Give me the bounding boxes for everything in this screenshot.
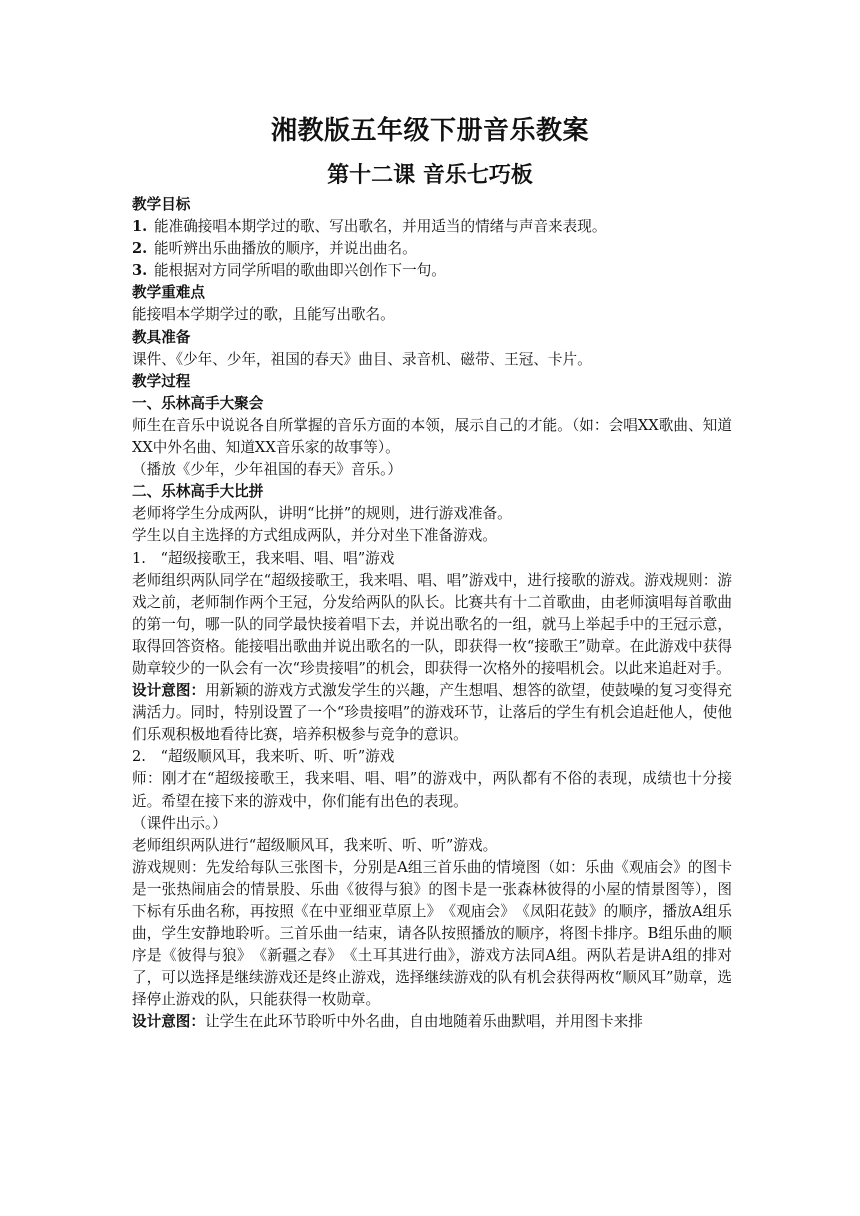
design-intent-2: [132, 1011, 732, 1033]
section2-paragraph: 学生以自主选择的方式组成两队，并分对坐下准备游戏。: [132, 527, 497, 545]
document-body: [132, 194, 732, 1034]
tools-heading: 教具准备: [132, 328, 191, 346]
goal-text: 能听辨出乐曲播放的顺序，并说出曲名。: [154, 240, 417, 258]
design-intent-text: 让学生在此环节聆听中外名曲，自由地随着乐曲默唱，并用图卡来排: [204, 1013, 643, 1031]
goal-text: 能准确接唱本期学过的歌、写出歌名，并用适当的情绪与声音来表现。: [154, 218, 607, 236]
key-points-heading: 教学重难点: [132, 284, 205, 302]
design-intent-text: 用新颖的游戏方式激发学生的兴趣，产生想唱、想答的欲望，使鼓噪的复习变得充满活力。同时，特别设置了一个“珍贵接唱”的游戏环节，让落后的学生有机会追赶他人，使他们乐观积极地看待比赛，培养积极参与竞争的意识。: [132, 682, 732, 744]
section1-heading: 一、乐林高手大聚会: [132, 394, 264, 412]
design-intent-1: [132, 680, 732, 746]
section1-paragraph: 师生在音乐中说说各自所掌握的音乐方面的本领，展示自己的才能。（如：会唱XX歌曲、知道XX中外名曲、知道XX音乐家的故事等）。: [132, 416, 732, 457]
tools-text: 课件、《少年、少年，祖国的春天》曲目、录音机、磁带、王冠、卡片。: [132, 350, 592, 368]
goal-number: 1.: [132, 218, 148, 236]
goal-number: 2.: [132, 240, 148, 258]
goal-item: [132, 260, 732, 282]
design-intent-label: 设计意图：: [132, 1013, 205, 1031]
section2-paragraph: 老师将学生分成两队，讲明“比拼”的规则，进行游戏准备。: [132, 505, 512, 523]
key-points-text: 能接唱本学期学过的歌，且能写出歌名。: [132, 306, 395, 324]
goal-item: [132, 238, 732, 260]
game1-rules: 老师组织两队同学在“超级接歌王，我来唱、唱、唱”游戏中，进行接歌的游戏。游戏规则：游戏之前，老师制作两个王冠，分发给两队的队长。比赛共有十二首歌曲，由老师演唱每首歌曲的第一句，哪一队的同学最快接着唱下去，并说出歌名的一组，就马上举起手中的王冠示意，取得回答资格。能接唱出歌曲并说出歌名的一队，即获得一枚“接歌王”勋章。在此游戏中获得勋章较少的一队会有一次“珍贵接唱”的机会，即获得一次格外的接唱机会。以此来追赶对手。: [132, 571, 732, 677]
game2-organize: 老师组织两队进行“超级顺风耳，我来听、听、听”游戏。: [132, 836, 498, 854]
design-intent-label: 设计意图：: [132, 682, 206, 700]
document-title: 湘教版五年级下册音乐教案: [270, 116, 589, 146]
game2-rules: 游戏规则：先发给每队三张图卡，分别是A组三首乐曲的情境图（如：乐曲《观庙会》的图卡是一张热闹庙会的情景股、乐曲《彼得与狼》的图卡是一张森林彼得的小屋的情景图等），图下标有乐曲名称，再按照《在中亚细亚草原上》 《观庙会》 《凤阳花鼓》的顺序，播放A组乐曲，学生安静地聆听。三首乐曲一结束，请各队按照播放的顺序，将图卡排序。B组乐曲的顺序是《彼得与狼》 《新疆之春》 《土耳其进行曲》，游戏方法同A组。两队若是讲A组的排对了，可以选择是继续游戏还是终止游戏，选择继续游戏的队有机会获得两枚“顺风耳”勋章，选择停止游戏的队，只能获得一枚勋章。: [132, 858, 732, 1009]
game2-note: （课件出示。）: [132, 814, 227, 832]
section1-note: （播放《少年，少年祖国的春天》音乐。）: [132, 461, 402, 479]
game2-title: 2. “超级顺风耳，我来听、听、听”游戏: [132, 748, 395, 766]
process-heading: 教学过程: [132, 372, 191, 390]
section2-heading: 二、乐林高手大比拼: [132, 483, 264, 501]
goal-number: 3.: [132, 262, 148, 280]
game2-intro: 师：刚才在“超级接歌王，我来唱、唱、唱”的游戏中，两队都有不俗的表现，成绩也十分接近。希望在接下来的游戏中，你们能有出色的表现。: [132, 770, 732, 810]
lesson-subtitle: 第十二课 音乐七巧板: [327, 163, 533, 188]
goal-item: [132, 216, 732, 238]
goal-text: 能根据对方同学所唱的歌曲即兴创作下一句。: [154, 262, 446, 280]
game1-title: 1. “超级接歌王，我来唱、唱、唱”游戏: [132, 549, 395, 567]
goals-heading: 教学目标: [132, 196, 191, 213]
